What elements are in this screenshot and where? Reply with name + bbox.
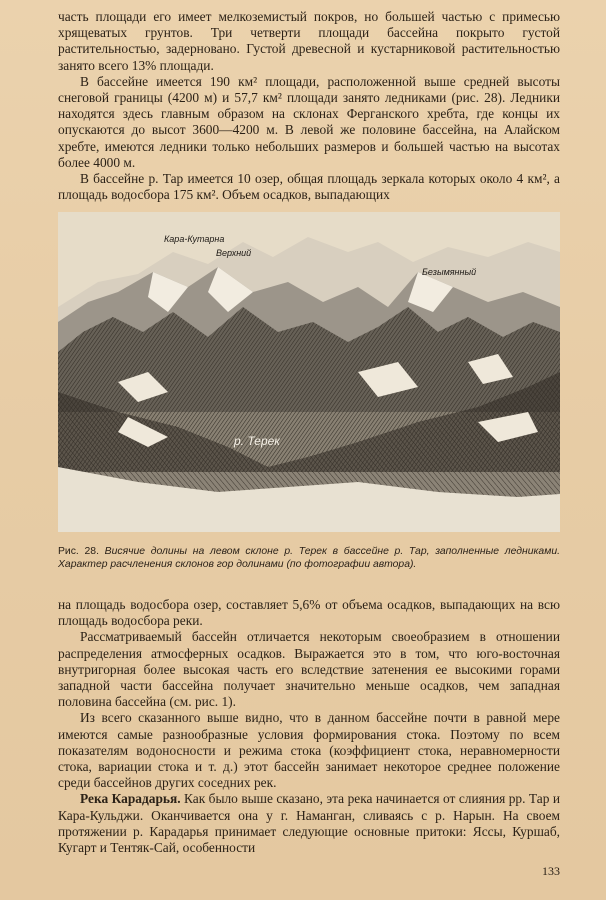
paragraph-karadarya	[58, 791, 560, 856]
paragraph-lake-precip: на площадь водосбора озер, составляет 5,6% от объема осадков, выпадающих на всю площадь водосбора реки.	[58, 597, 560, 629]
figure-caption	[58, 545, 560, 571]
mountain-engraving	[58, 212, 560, 532]
label-kara-kutarna: Кара-Кутарна	[164, 234, 225, 244]
paragraph-precipitation: Рассматриваемый бассейн отличается некоторым своеобразием в отношении распределения атмосферных осадков. Выражается это в том, что юго-восточная внутригорная более высокая часть его вследствие затенения ее высокими горами западной части бассейна получает значительно меньше осадков, чем западная половина бассейна (см. рис. 1).	[58, 629, 560, 710]
label-bezymyanny: Безымянный	[422, 267, 477, 277]
paragraph-glaciers: В бассейне имеется 190 км² площади, расположенной выше средней высоты снеговой границы (4200 м) и 57,7 км² площади занято ледниками (рис. 28). Ледники находятся здесь главным образом на склонах Ферганского хребта, где концы их опускаются до высот 3600—4200 м. В левой же половине бассейна, на Алайском хребте, имеются ледники только небольших размеров и большей частью на высотах более 4000 м.	[58, 73, 560, 170]
page-number: 133	[542, 864, 560, 878]
caption-number: Рис. 28.	[58, 546, 99, 557]
paragraph-vegetation: часть площади его имеет мелкоземистый покров, но большей частью с примесью хрящеватых грунтов. Три четверти площади бассейна покрыто густой растительностью, задерновано. Густой древесной и кустарниковой растительностью занято всего 13% площади.	[58, 9, 560, 73]
paragraph-lakes: В бассейне р. Тар имеется 10 озер, общая площадь зеркала которых около 4 км², а площадь водосбора 175 км². Объем осадков, выпадающих	[58, 171, 560, 203]
caption-text: Висячие долины на левом склоне р. Терек в бассейне р. Тар, заполненные ледниками. Характер расчленения склонов гор долинами (по фотографии автора).	[58, 546, 560, 570]
bottom-text-block	[58, 597, 560, 856]
top-text-block	[58, 9, 560, 203]
figure-mountain-photo	[58, 212, 560, 532]
paragraph-conclusion: Из всего сказанного выше видно, что в данном бассейне почти в равной мере имеются самые разнообразные условия формирования стока. Поэтому по всем показателям водоносности и режима стока (коэффициент стока, неравномерности стока, вариации стока и т. д.) этот бассейн занимает некоторое среднее положение среди бассейнов других соседних рек.	[58, 710, 560, 791]
karadarya-text: Как было выше сказано, эта река начинается от слияния рр. Тар и Кара-Кульджи. Оканчивается она у г. Наманган, сливаясь с р. Нарын. На своем протяжении р. Карадарья принимает следующие основные притоки: Яссы, Куршаб, Кугарт и Тентяк-Сай, особенности	[58, 791, 561, 856]
label-verkhniy: Верхний	[216, 248, 252, 258]
label-river-terek: р. Терек	[234, 434, 280, 448]
karadarya-heading: Река Карадарья.	[80, 791, 181, 807]
